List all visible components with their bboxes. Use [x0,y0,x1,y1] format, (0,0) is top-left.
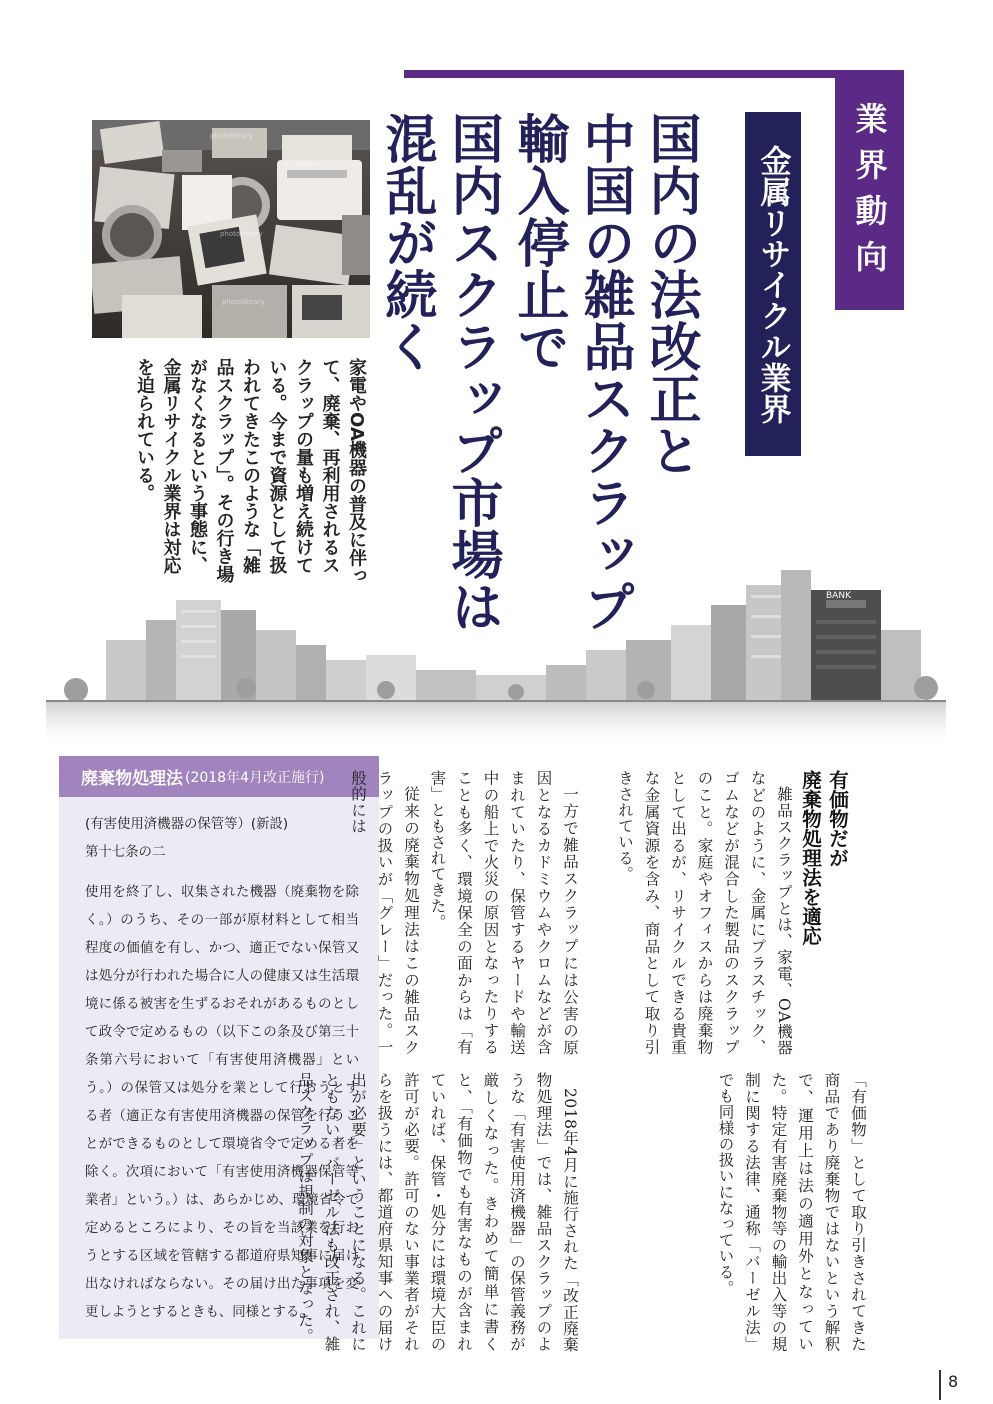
lead-text: 家電やOA機器の普及に伴って、廃棄、再利用されるスクラップの量も増え続けている。今まで資源として扱われてきたこのような「雑品スクラップ」。その行き場がなくなるという事態に、金属リサイクル業界は対応を迫られている。 [134,358,367,585]
headline-line: 国内の法改正と [640,112,700,476]
sidebar-meta-line: (有害使用済機器の保管等）(新設) [85,817,289,832]
sidebar-meta-line: 第十七条の二 [85,845,166,860]
sidebar-header [59,756,379,797]
page-number-bar [939,1370,941,1400]
photo-watermark: photolibrary [282,160,325,168]
sidebar-title: 廃棄物処理法 [81,769,183,789]
body-column-3 [712,1072,871,1352]
section-heading-line: 有価物だが [826,770,849,868]
scrap-photo [92,120,370,338]
subtitle-tag: 金属リサイクル業界 [745,112,801,456]
headline-line: 国内スクラップ市場は [442,112,502,632]
body-column-4 [292,1072,584,1352]
header-rule [404,70,904,78]
headline [373,112,703,632]
page-number: 8 [948,1372,959,1391]
body-column-2 [345,770,584,1055]
skyline-illustration [46,570,946,750]
body-paragraph: 「有価物」として取り引きされてきた商品であり廃棄物ではないという解釈で、運用上は法の適用外となっていた。特定有害廃棄物等の輸出入等の規制に関する法律、通称「バーゼル法」でも同様の扱いになっている。 [716,1072,867,1352]
body-paragraph: 従来の廃棄物処理法はこの雑品スクラップの扱いが「グレー」だった。一般的には [349,770,420,1055]
photo-watermark: photolibrary [210,132,253,140]
photo-watermark: photolibrary [222,298,265,306]
sidebar-meta [85,811,359,867]
body-paragraph: 2018年4月に施行された「改正廃棄物処理法」では、雑品スクラップのような「有害使用済機器」の保管義務が厳しくなった。きわめて簡単に書くと、「有価物でも有害なものが含まれていれば、保管・処分には環境大臣の許可が必要。許可のない事業者がそれらを扱うには、都道府県知事への届け出が必要」ということになる。これにともない、バーゼル法も改正され、雑品スクラップは規制の対象となった。 [296,1072,579,1352]
sidebar-title-note: (2018年4月改正施行) [185,769,325,786]
photo-watermark: photolibrary [220,230,263,238]
bank-sign: BANK [826,591,851,601]
headline-line: 輸入停止で [508,112,568,372]
section-heading-line: 廃棄物処理法を適応 [799,770,822,946]
body-column-1 [612,770,798,1055]
body-paragraph: 一方で雑品スクラップには公害の原因となるカドミウムやクロムなどが含まれていたり、保管するヤードや輸送中の船上で火災の原因となったりすることも多く、環境保全の面からは「有害」ともされてきた。 [428,770,579,1055]
headline-line: 中国の雑品スクラップ [574,112,634,632]
category-tag: 業界動向 [835,78,904,310]
body-paragraph: 雑品スクラップとは、家電、OA機器などのように、金属にプラスチック、ゴムなどが混合した製品のスクラップのこと。家庭やオフィスからは廃棄物として出るが、リサイクルできる貴重な金属資源を含み、商品として取り引きされている。 [616,770,793,1055]
sidebar-article: 使用を終了し、収集された機器（廃棄物を除く。）のうち、その一部が原材料として相当程度の価値を有し、かつ、適正でない保管又は処分が行われた場合に人の健康又は生活環境に係る被害を生ずるおそれがあるものとして政令で定めるもの（以下この条及び第三十条第六号において「有害使用済機器」という。）の保管又は処分を業として行おうとする者（適正な有害使用済機器の保管を行うことができるものとして環境省令で定める者を除く。次項において「有害使用済機器保管等業者」という。）は、あらかじめ、環境省令で定めるところにより、その旨を当該業を行おうとする区域を管轄する都道府県知事に届け出なければならない。その届け出た事項を変更しようとするときも、同様とする。 [85,885,359,1320]
headline-line: 混乱が続く [376,112,436,372]
section-heading [797,770,851,1010]
skyline-graphic [46,570,946,750]
